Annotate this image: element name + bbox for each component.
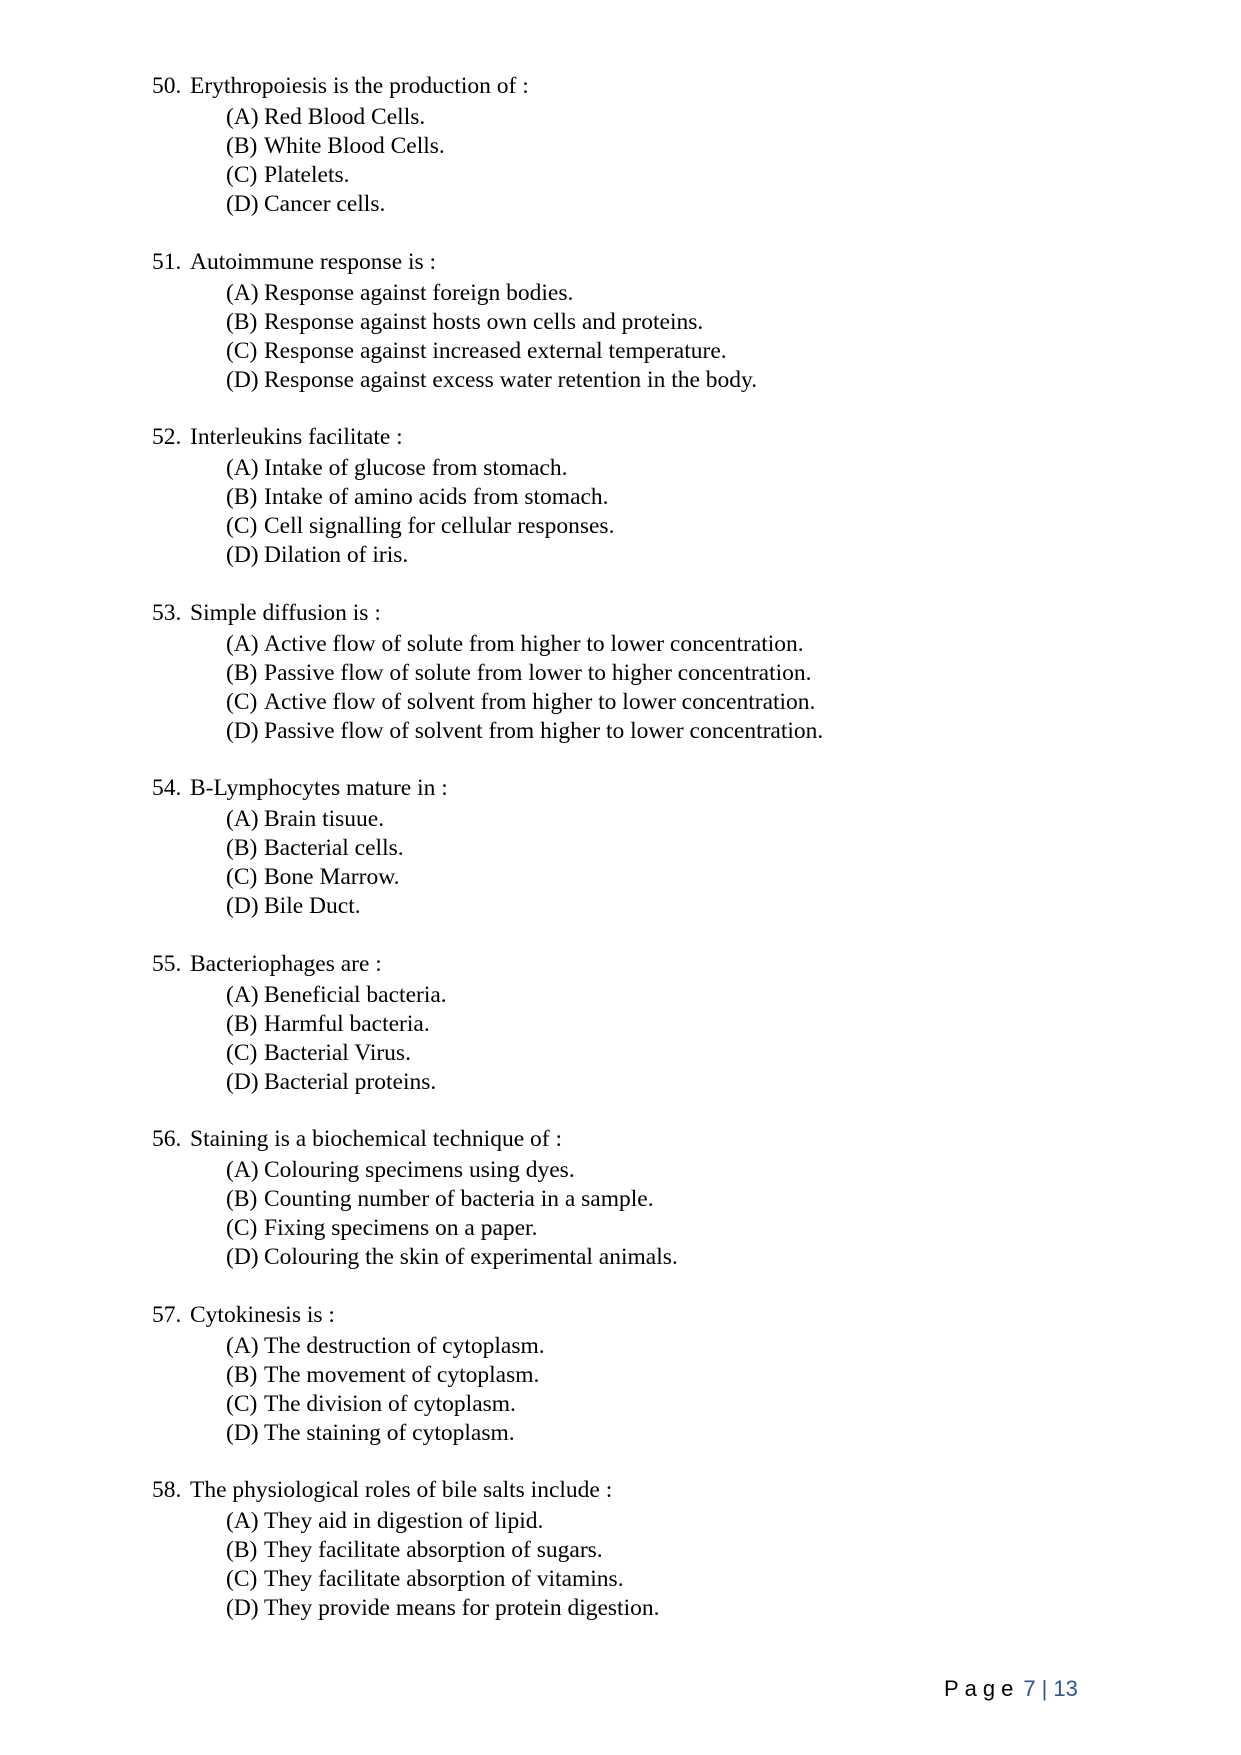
option-letter: (D) xyxy=(226,1419,259,1446)
page-footer xyxy=(944,1676,1078,1702)
option-text: Response against foreign bodies. xyxy=(264,279,574,306)
answer-option xyxy=(226,1419,1112,1448)
option-list xyxy=(226,630,1112,746)
option-letter: (B) xyxy=(226,1361,258,1388)
option-letter: (C) xyxy=(226,162,258,189)
question-number: 51. xyxy=(152,248,182,275)
option-letter: (D) xyxy=(226,1068,259,1095)
option-list xyxy=(226,1332,1112,1448)
question-text: The physiological roles of bile salts include : xyxy=(190,1477,613,1503)
question-block xyxy=(152,423,1112,599)
option-letter: (B) xyxy=(226,133,258,160)
option-list xyxy=(226,454,1112,570)
option-text: They facilitate absorption of sugars. xyxy=(264,1537,603,1564)
option-text: Passive flow of solvent from higher to lower concentration. xyxy=(264,717,824,744)
option-text: Beneficial bacteria. xyxy=(264,981,447,1008)
answer-option xyxy=(226,863,1112,892)
option-text: They aid in digestion of lipid. xyxy=(264,1508,544,1534)
answer-option xyxy=(226,308,1112,337)
option-text: Response against hosts own cells and proteins. xyxy=(264,308,704,335)
option-list xyxy=(226,1507,1112,1623)
option-letter: (D) xyxy=(226,542,259,569)
question-block xyxy=(152,72,1112,248)
page-label: Page xyxy=(944,1676,1020,1701)
option-text: Brain tisuue. xyxy=(264,806,385,832)
option-text: The division of cytoplasm. xyxy=(264,1390,516,1417)
option-text: Bacterial cells. xyxy=(264,835,404,862)
option-text: Bacterial proteins. xyxy=(264,1068,437,1095)
answer-option xyxy=(226,483,1112,512)
option-letter: (C) xyxy=(226,864,258,891)
option-letter: (C) xyxy=(226,1390,258,1417)
question-block xyxy=(152,1125,1112,1301)
question-stem xyxy=(152,774,1112,805)
question-stem xyxy=(152,950,1112,981)
option-text: Passive flow of solute from lower to higher concentration. xyxy=(264,659,812,686)
answer-option xyxy=(226,1243,1112,1272)
option-text: Cell signalling for cellular responses. xyxy=(264,513,615,540)
answer-option xyxy=(226,659,1112,688)
question-block xyxy=(152,599,1112,775)
option-letter: (A) xyxy=(226,1508,259,1534)
answer-option xyxy=(226,630,1112,659)
answer-option xyxy=(226,103,1112,132)
option-letter: (A) xyxy=(226,1332,259,1359)
question-number: 52. xyxy=(152,424,182,450)
option-letter: (C) xyxy=(226,1566,258,1593)
option-text: They provide means for protein digestion. xyxy=(264,1595,660,1622)
answer-option xyxy=(226,541,1112,570)
question-number: 55. xyxy=(152,950,182,977)
page-total: 13 xyxy=(1053,1676,1078,1701)
option-letter: (B) xyxy=(226,484,258,511)
answer-option xyxy=(226,366,1112,395)
option-text: Fixing specimens on a paper. xyxy=(264,1215,538,1242)
option-letter: (A) xyxy=(226,630,259,657)
option-letter: (C) xyxy=(226,1039,258,1066)
option-letter: (A) xyxy=(226,279,259,306)
answer-option xyxy=(226,1565,1112,1594)
option-letter: (A) xyxy=(226,806,259,832)
option-letter: (B) xyxy=(226,1010,258,1037)
answer-option xyxy=(226,1332,1112,1361)
question-list xyxy=(152,72,1112,1652)
answer-option xyxy=(226,1068,1112,1097)
option-text: The staining of cytoplasm. xyxy=(264,1419,515,1446)
question-text: Bacteriophages are : xyxy=(190,950,382,977)
question-text: B-Lymphocytes mature in : xyxy=(190,775,448,801)
question-stem xyxy=(152,72,1112,103)
answer-option xyxy=(226,834,1112,863)
question-text: Erythropoiesis is the production of : xyxy=(190,73,529,99)
answer-option xyxy=(226,1536,1112,1565)
option-list xyxy=(226,805,1112,921)
question-text: Simple diffusion is : xyxy=(190,599,381,626)
question-text: Staining is a biochemical technique of : xyxy=(190,1126,562,1152)
answer-option xyxy=(226,132,1112,161)
question-number: 54. xyxy=(152,775,182,801)
question-block xyxy=(152,1301,1112,1477)
option-text: Bone Marrow. xyxy=(264,864,400,891)
question-stem xyxy=(152,248,1112,279)
question-text: Interleukins facilitate : xyxy=(190,424,403,450)
answer-option xyxy=(226,337,1112,366)
answer-option xyxy=(226,717,1112,746)
option-letter: (D) xyxy=(226,717,259,744)
question-block xyxy=(152,950,1112,1126)
question-number: 50. xyxy=(152,73,182,99)
question-block xyxy=(152,1476,1112,1652)
answer-option xyxy=(226,190,1112,219)
option-letter: (B) xyxy=(226,308,258,335)
option-text: Response against increased external temperature. xyxy=(264,337,727,364)
page-number: 7 xyxy=(1023,1676,1036,1701)
answer-option xyxy=(226,688,1112,717)
option-letter: (D) xyxy=(226,1244,259,1271)
option-letter: (C) xyxy=(226,1215,258,1242)
option-text: Red Blood Cells. xyxy=(264,104,426,130)
option-text: White Blood Cells. xyxy=(264,133,445,160)
option-text: Colouring specimens using dyes. xyxy=(264,1157,575,1183)
question-block xyxy=(152,774,1112,950)
option-text: Counting number of bacteria in a sample. xyxy=(264,1186,654,1213)
option-text: Active flow of solute from higher to lower concentration. xyxy=(264,630,804,657)
answer-option xyxy=(226,1214,1112,1243)
option-letter: (B) xyxy=(226,1186,258,1213)
option-list xyxy=(226,103,1112,219)
option-letter: (A) xyxy=(226,455,259,481)
option-letter: (D) xyxy=(226,366,259,393)
question-number: 58. xyxy=(152,1477,182,1503)
option-text: The destruction of cytoplasm. xyxy=(264,1332,545,1359)
question-block xyxy=(152,248,1112,424)
option-letter: (B) xyxy=(226,835,258,862)
answer-option xyxy=(226,805,1112,834)
question-text: Cytokinesis is : xyxy=(190,1301,335,1328)
option-text: Colouring the skin of experimental animals. xyxy=(264,1244,678,1271)
option-text: Active flow of solvent from higher to lower concentration. xyxy=(264,688,816,715)
option-letter: (D) xyxy=(226,893,259,920)
page-separator: | xyxy=(1041,1676,1048,1701)
answer-option xyxy=(226,1594,1112,1623)
option-text: The movement of cytoplasm. xyxy=(264,1361,540,1388)
answer-option xyxy=(226,279,1112,308)
question-stem xyxy=(152,1125,1112,1156)
option-text: Cancer cells. xyxy=(264,191,386,218)
answer-option xyxy=(226,981,1112,1010)
option-list xyxy=(226,279,1112,395)
option-text: Dilation of iris. xyxy=(264,542,409,569)
question-text: Autoimmune response is : xyxy=(190,248,437,275)
option-text: Bacterial Virus. xyxy=(264,1039,411,1066)
answer-option xyxy=(226,1185,1112,1214)
answer-option xyxy=(226,1507,1112,1536)
question-stem xyxy=(152,599,1112,630)
answer-option xyxy=(226,1361,1112,1390)
option-letter: (A) xyxy=(226,104,259,130)
option-text: Platelets. xyxy=(264,162,350,189)
answer-option xyxy=(226,1010,1112,1039)
question-stem xyxy=(152,1476,1112,1507)
option-letter: (C) xyxy=(226,513,258,540)
question-stem xyxy=(152,423,1112,454)
option-letter: (A) xyxy=(226,1157,259,1183)
answer-option xyxy=(226,1390,1112,1419)
answer-option xyxy=(226,892,1112,921)
answer-option xyxy=(226,512,1112,541)
question-number: 57. xyxy=(152,1301,182,1328)
option-text: Bile Duct. xyxy=(264,893,361,920)
answer-option xyxy=(226,161,1112,190)
option-letter: (D) xyxy=(226,1595,259,1622)
option-letter: (C) xyxy=(226,688,258,715)
option-letter: (B) xyxy=(226,1537,258,1564)
question-stem xyxy=(152,1301,1112,1332)
answer-option xyxy=(226,454,1112,483)
option-text: Intake of amino acids from stomach. xyxy=(264,484,609,511)
option-letter: (D) xyxy=(226,191,259,218)
answer-option xyxy=(226,1039,1112,1068)
question-number: 53. xyxy=(152,599,182,626)
option-letter: (A) xyxy=(226,981,259,1008)
option-text: They facilitate absorption of vitamins. xyxy=(264,1566,624,1593)
option-text: Harmful bacteria. xyxy=(264,1010,430,1037)
answer-option xyxy=(226,1156,1112,1185)
option-list xyxy=(226,981,1112,1097)
option-letter: (C) xyxy=(226,337,258,364)
option-text: Response against excess water retention in the body. xyxy=(264,366,758,393)
option-text: Intake of glucose from stomach. xyxy=(264,455,568,481)
option-list xyxy=(226,1156,1112,1272)
question-number: 56. xyxy=(152,1126,182,1152)
option-letter: (B) xyxy=(226,659,258,686)
